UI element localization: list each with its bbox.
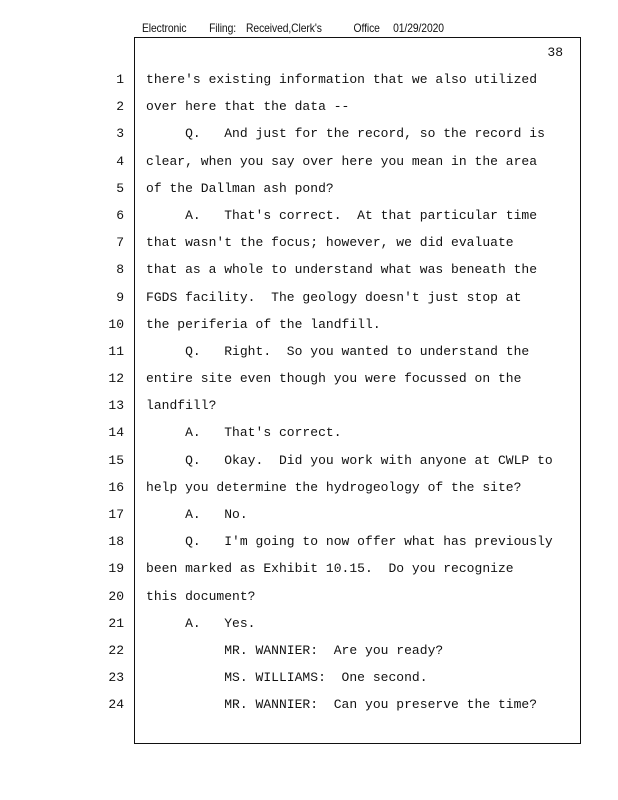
- transcript-line: there's existing information that we also utilized: [146, 72, 538, 87]
- transcript-line: MR. WANNIER: Are you ready?: [146, 642, 444, 658]
- header-electronic: Electronic: [142, 21, 187, 35]
- transcript-line: been marked as Exhibit 10.15. Do you recognize: [146, 561, 514, 577]
- line-number: 20: [108, 588, 124, 604]
- line-number: 4: [116, 153, 124, 169]
- transcript-line: landfill?: [146, 398, 217, 414]
- line-number: 12: [108, 371, 124, 387]
- transcript-line: Q. Right. So you wanted to understand the: [146, 343, 530, 359]
- line-number: 11: [108, 343, 124, 359]
- line-number: 1: [116, 72, 124, 87]
- transcript-line: A. Yes.: [146, 615, 256, 631]
- line-number-column: [96, 66, 124, 719]
- transcript-line: help you determine the hydrogeology of the site?: [146, 479, 522, 495]
- filing-header: [142, 21, 462, 37]
- transcript-line: entire site even though you were focussed on the: [146, 371, 522, 387]
- transcript-line: MS. WILLIAMS: One second.: [146, 670, 428, 686]
- page-number: 38: [547, 45, 563, 60]
- line-number: 19: [108, 561, 124, 577]
- line-number: 13: [108, 398, 124, 414]
- transcript-line: Q. I'm going to now offer what has previously: [146, 534, 553, 550]
- transcript-line: over here that the data --: [146, 99, 350, 115]
- transcript-line: A. That's correct. At that particular time: [146, 207, 538, 223]
- transcript-line: clear, when you say over here you mean in the area: [146, 153, 538, 169]
- line-number: 23: [108, 670, 124, 686]
- transcript-line: Q. Okay. Did you work with anyone at CWLP to: [146, 452, 553, 468]
- header-filing: Filing:: [209, 21, 237, 35]
- transcript-line: MR. WANNIER: Can you preserve the time?: [146, 697, 538, 713]
- transcript-line: that as a whole to understand what was beneath the: [146, 262, 538, 278]
- transcript-line: that wasn't the focus; however, we did evaluate: [146, 235, 514, 251]
- transcript-line: FGDS facility. The geology doesn't just stop at: [146, 289, 522, 305]
- header-office: Office: [353, 21, 380, 35]
- line-number: 7: [116, 235, 124, 251]
- line-number: 9: [116, 289, 124, 305]
- line-number: 10: [108, 316, 124, 332]
- transcript-line: this document?: [146, 588, 256, 604]
- transcript-line: A. No.: [146, 507, 248, 522]
- line-number: 6: [116, 207, 124, 223]
- transcript-line: A. That's correct.: [146, 425, 342, 441]
- line-number: 21: [108, 615, 124, 631]
- line-number: 18: [108, 534, 124, 550]
- line-number: 2: [116, 99, 124, 115]
- line-number: 22: [108, 642, 124, 658]
- line-number: 5: [116, 180, 124, 196]
- header-received: Received,Clerk's: [246, 21, 322, 35]
- header-date: 01/29/2020: [393, 21, 444, 35]
- line-number: 14: [108, 425, 124, 441]
- transcript-line: of the Dallman ash pond?: [146, 180, 334, 196]
- transcript-line: the periferia of the landfill.: [146, 316, 381, 332]
- line-number: 24: [108, 697, 124, 713]
- line-number: 16: [108, 479, 124, 495]
- line-number: 17: [108, 507, 124, 522]
- transcript-body: [146, 66, 576, 719]
- transcript-line: Q. And just for the record, so the record is: [146, 126, 545, 142]
- line-number: 15: [108, 452, 124, 468]
- line-number: 3: [116, 126, 124, 142]
- line-number: 8: [116, 262, 124, 278]
